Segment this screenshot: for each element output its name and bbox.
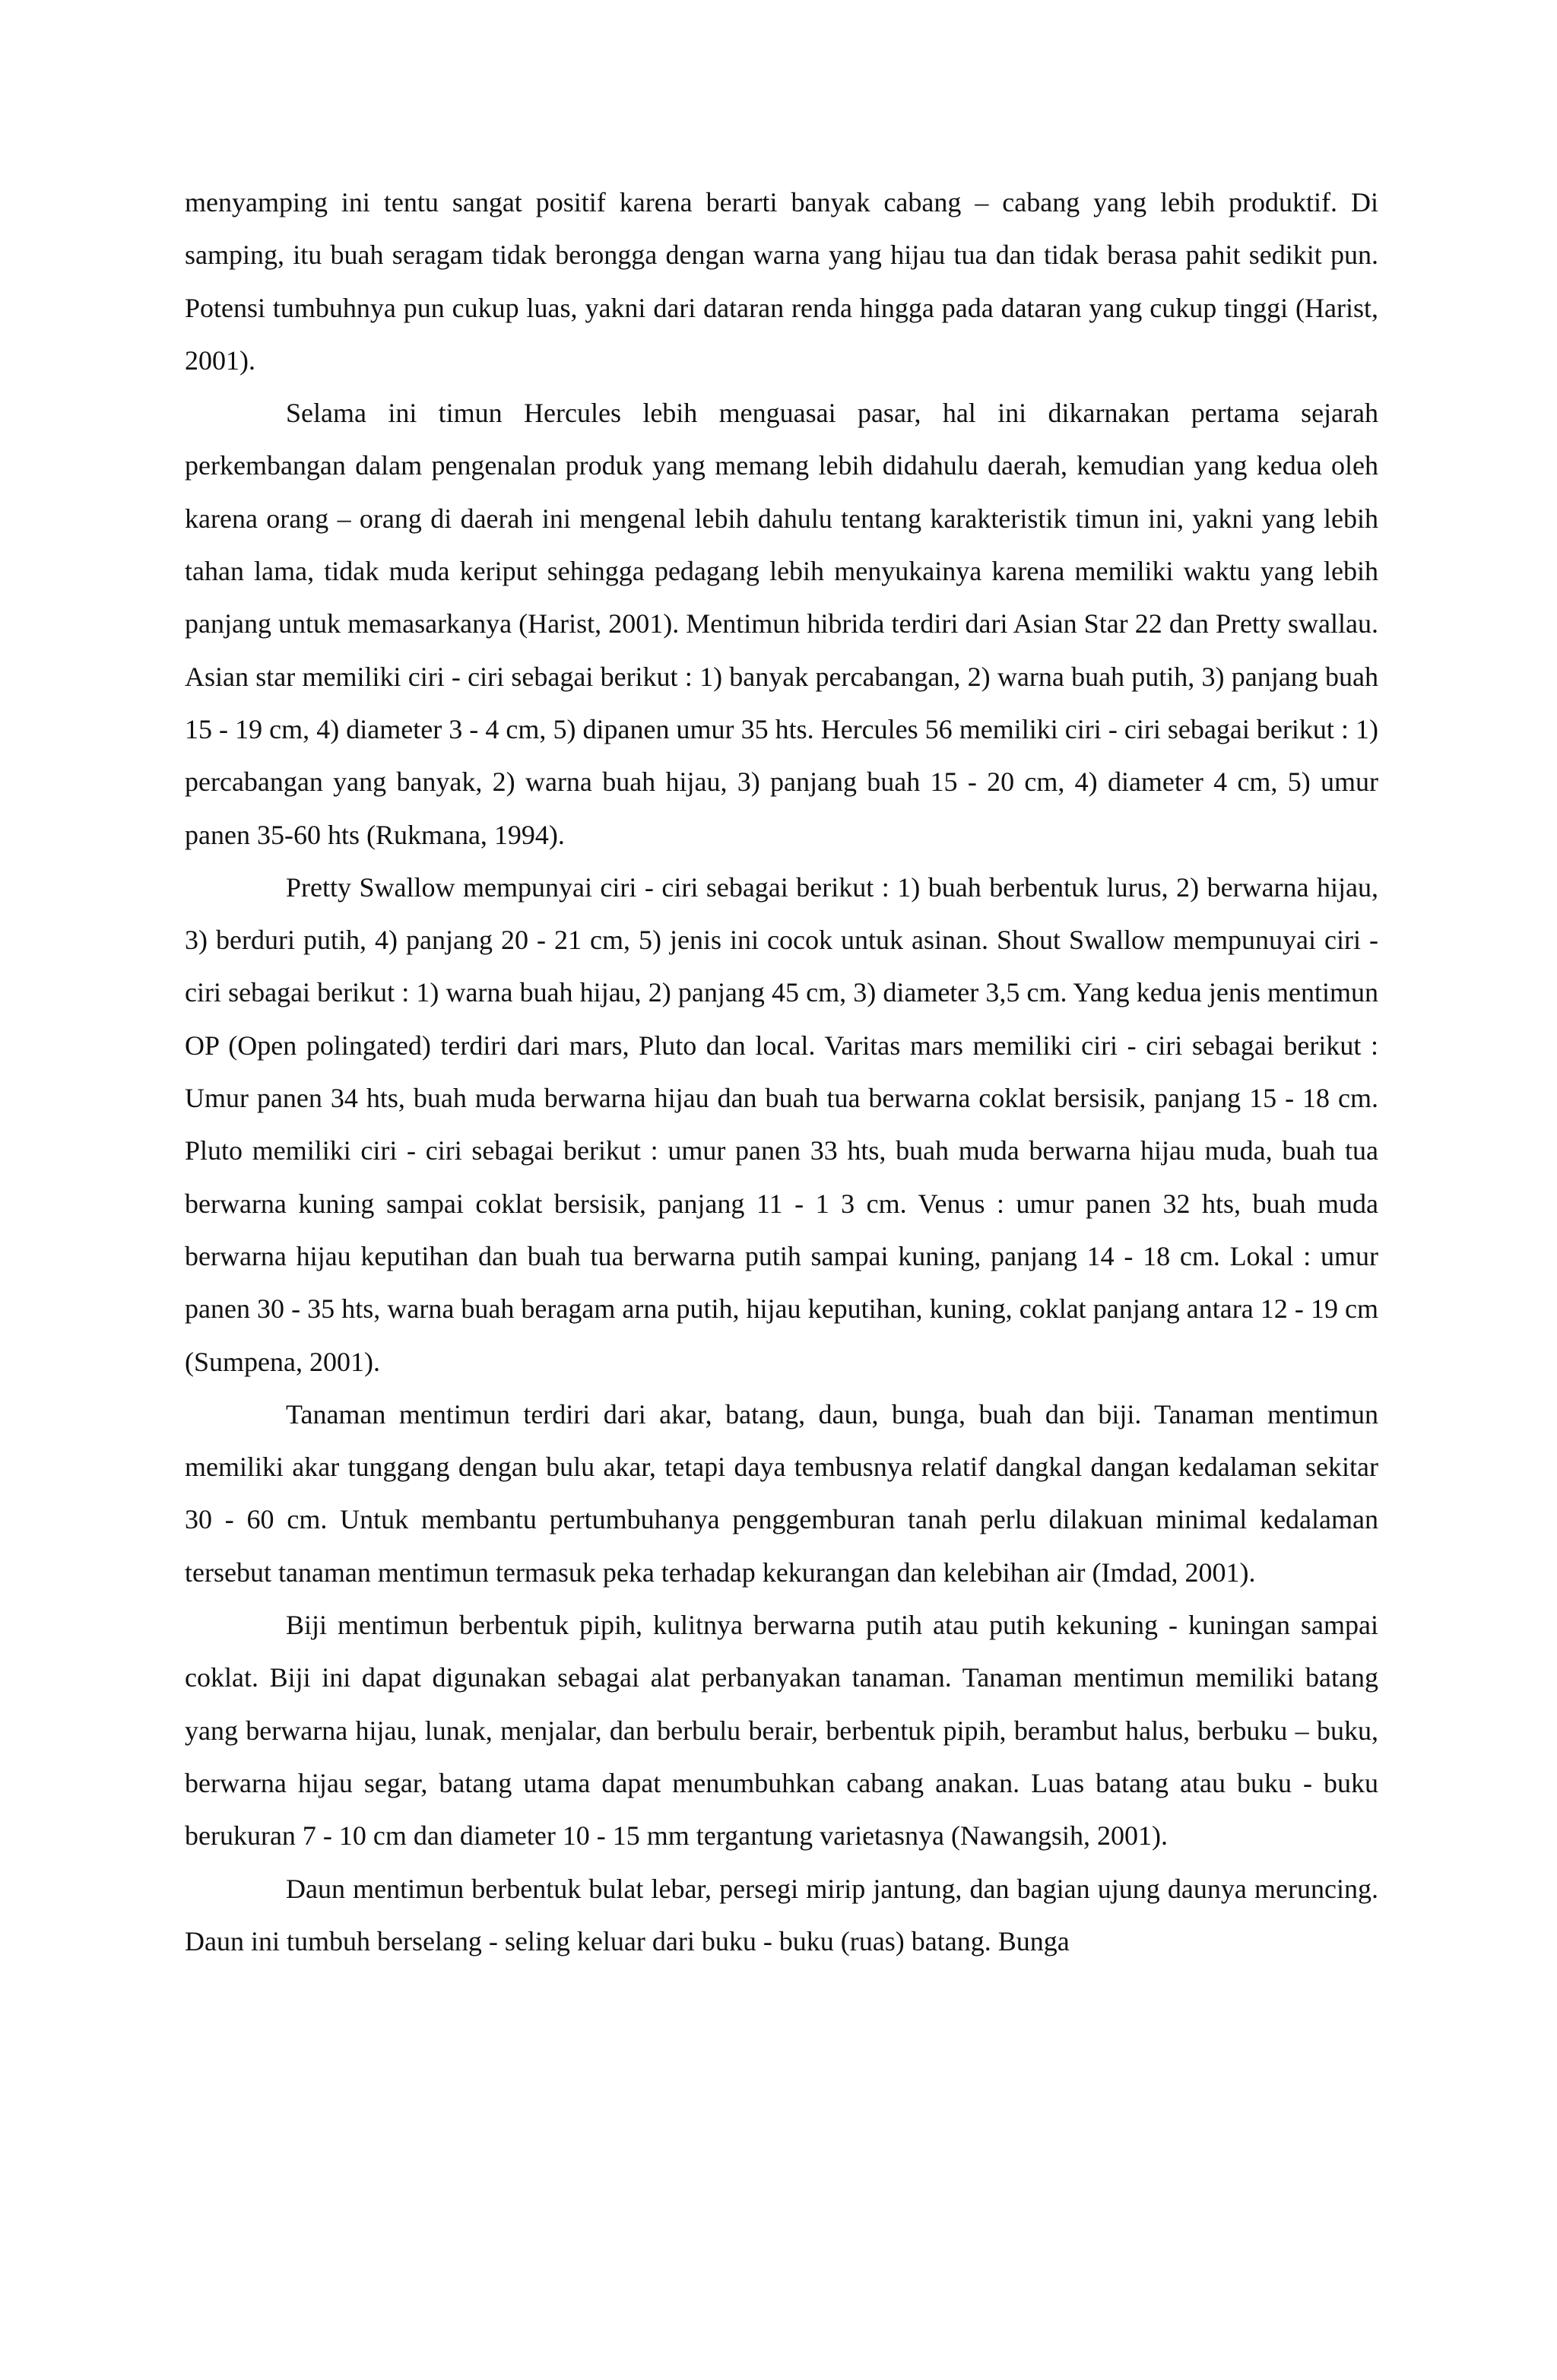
- paragraph-3: Pretty Swallow mempunyai ciri - ciri sebagai berikut : 1) buah berbentuk lurus, 2) berwarna hijau, 3) berduri putih, 4) panjang 20 - 21 cm, 5) jenis ini cocok untuk asinan. Shout Swallow mempunuyai ciri - ciri sebagai berikut : 1) warna buah hijau, 2) panjang 45 cm, 3) diameter 3,5 cm. Yang kedua jenis mentimun OP (Open polingated) terdiri dari mars, Pluto dan local. Varitas mars memiliki ciri - ciri sebagai berikut : Umur panen 34 hts, buah muda berwarna hijau dan buah tua berwarna coklat bersisik, panjang 15 - 18 cm. Pluto memiliki ciri - ciri sebagai berikut : umur panen 33 hts, buah muda berwarna hijau muda, buah tua berwarna kuning sampai coklat bersisik, panjang 11 - 1 3 cm. Venus : umur panen 32 hts, buah muda berwarna hijau keputihan dan buah tua berwarna putih sampai kuning, panjang 14 - 18 cm. Lokal : umur panen 30 - 35 hts, warna buah beragam arna putih, hijau keputihan, kuning, coklat panjang antara 12 - 19 cm (Sumpena, 2001).: [185, 871, 1378, 1377]
- paragraph-5: Biji mentimun berbentuk pipih, kulitnya berwarna putih atau putih kekuning - kuningan sampai coklat. Biji ini dapat digunakan sebagai alat perbanyakan tanaman. Tanaman mentimun memiliki batang yang berwarna hijau, lunak, menjalar, dan berbulu berair, berbentuk pipih, berambut halus, berbuku – buku, berwarna hijau segar, batang utama dapat menumbuhkan cabang anakan. Luas batang atau buku - buku berukuran 7 - 10 cm dan diameter 10 - 15 mm tergantung varietasnya (Nawangsih, 2001).: [185, 1610, 1378, 1852]
- paragraph-2: Selama ini timun Hercules lebih menguasai pasar, hal ini dikarnakan pertama sejarah perkembangan dalam pengenalan produk yang memang lebih didahulu daerah, kemudian yang kedua oleh karena orang – orang di daerah ini mengenal lebih dahulu tentang karakteristik timun ini, yakni yang lebih tahan lama, tidak muda keriput sehingga pedagang lebih menyukainya karena memiliki waktu yang lebih panjang untuk memasarkanya (Harist, 2001). Mentimun hibrida terdiri dari Asian Star 22 dan Pretty swallau. Asian star memiliki ciri - ciri sebagai berikut : 1) banyak percabangan, 2) warna buah putih, 3) panjang buah 15 - 19 cm, 4) diameter 3 - 4 cm, 5) dipanen umur 35 hts. Hercules 56 memiliki ciri - ciri sebagai berikut : 1) percabangan yang banyak, 2) warna buah hijau, 3) panjang buah 15 - 20 cm, 4) diameter 4 cm, 5) umur panen 35-60 hts (Rukmana, 1994).: [185, 398, 1378, 850]
- paragraph-6: Daun mentimun berbentuk bulat lebar, persegi mirip jantung, dan bagian ujung daunya meruncing. Daun ini tumbuh berselang - seling keluar dari buku - buku (ruas) batang. Bunga: [185, 1873, 1378, 1956]
- paragraph-4: Tanaman mentimun terdiri dari akar, batang, daun, bunga, buah dan biji. Tanaman mentimun memiliki akar tunggang dengan bulu akar, tetapi daya tembusnya relatif dangkal dangan kedalaman sekitar 30 - 60 cm. Untuk membantu pertumbuhanya penggemburan tanah perlu dilakuan minimal kedalaman tersebut tanaman mentimun termasuk peka terhadap kekurangan dan kelebihan air (Imdad, 2001).: [185, 1398, 1378, 1588]
- paragraph-1: menyamping ini tentu sangat positif karena berarti banyak cabang – cabang yang lebih produktif. Di samping, itu buah seragam tidak berongga dengan warna yang hijau tua dan tidak berasa pahit sedikit pun. Potensi tumbuhnya pun cukup luas, yakni dari dataran renda hingga pada dataran yang cukup tinggi (Harist, 2001).: [185, 187, 1378, 376]
- body-text: [185, 176, 1378, 1968]
